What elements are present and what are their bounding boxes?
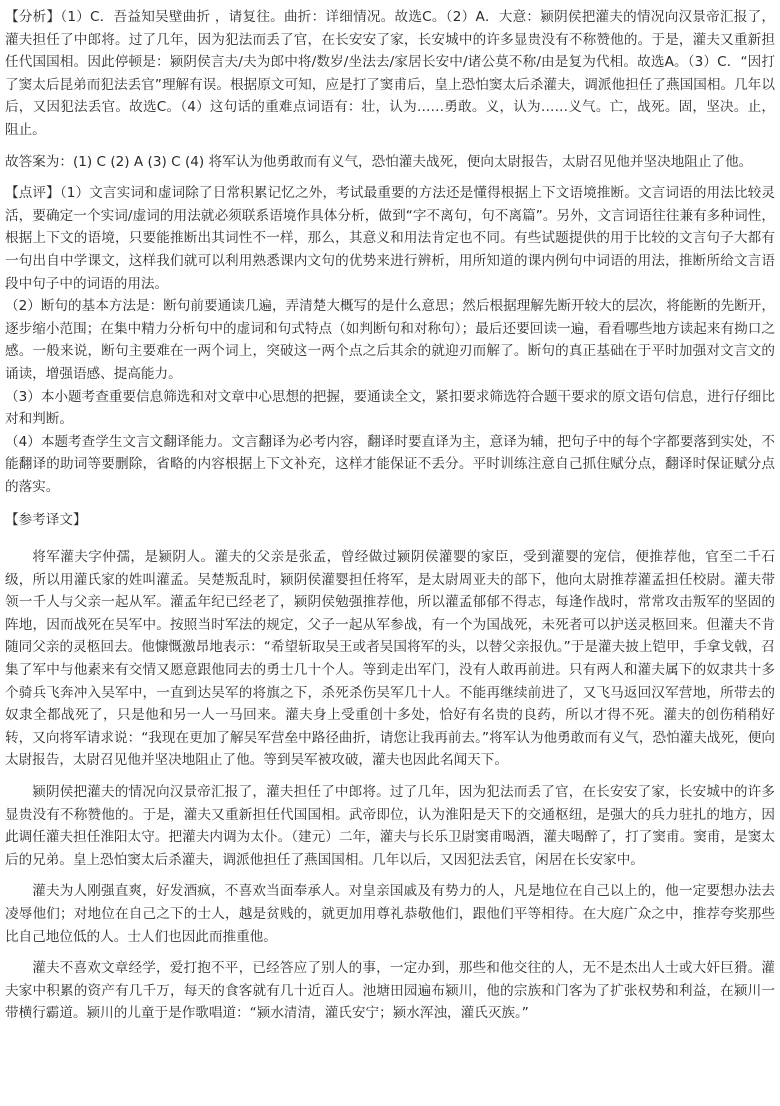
translation-label: 【参考译文】 xyxy=(5,512,87,529)
comment-label: 【点评】 xyxy=(5,185,60,202)
translation-paragraph-2: 颍阴侯把灌夫的情况向汉景帝汇报了，灌夫担任了中郎将。过了几年，因为犯法而丢了官，在长安安了家，长安城中的许多显贵没有不称赞他的。于是，灌夫又重新担任代国国相。武帝即位，认为淮阳是天下的交通枢纽，是强大的兵力驻扎的地方，因此调任灌夫担任淮阳太守。把灌夫内调为太仆。（建元）二年，灌夫与长乐卫尉窦甫喝酒，灌夫喝醉了，打了窦甫。窦甫，是窦太后的兄弟。皇上恐怕窦太后杀灌夫，调派他担任了燕国国相。几年以后，又因犯法丢官，闲居在长安家中。 xyxy=(5,784,775,868)
comment-text-1: （1）文言实词和虚词除了日常积累记忆之外，考试最重要的方法还是懂得根据上下文语境推断。文言词语的用法比较灵活，要确定一个实词/虚词的用法就必须联系语境作具体分析，做到“字不离句，句不离篇”。另外，文言词语往往兼有多种词性，根据上下文的语境，只要能推断出其词性不一样，那么，其意义和用法肯定也不同。有些试题提供的用于比较的文言句子大都有一句出自中学课文，这样我们就可以利用熟悉课内文句的优势来进行辨析，用所知道的课内例句中词语的用法，推断所给文言语段中句子中的词语的用法。 xyxy=(5,185,775,292)
translation-paragraph-3: 灌夫为人刚强直爽，好发酒疯，不喜欢当面奉承人。对皇亲国戚及有势力的人，凡是地位在自己以上的，他一定要想办法去凌辱他们；对地位在自己之下的士人，越是贫贱的，就更加用尊礼恭敬他们，跟他们平等相待。在大庭广众之中，推荐夸奖那些比自己地位低的人。士人们也因此而推重他。 xyxy=(5,883,775,945)
comment-paragraph-1 xyxy=(5,182,775,295)
translation-paragraph-1: 将军灌夫字仲孺，是颍阴人。灌夫的父亲是张孟，曾经做过颍阴侯灌婴的家臣，受到灌婴的宠信，便推荐他，官至二千石级，所以用灌氏家的姓叫灌孟。吴楚叛乱时，颍阴侯灌婴担任将军，是太尉周亚夫的部下，他向太尉推荐灌孟担任校尉。灌夫带领一千人与父亲一起从军。灌孟年纪已经老了，颍阴侯勉强推荐他，所以灌孟郁郁不得志，每逢作战时，常常攻击叛军的坚固的阵地，因而战死在吴军中。按照当时军法的规定，父子一起从军参战，有一个为国战死，未死者可以护送灵柩回来。但灌夫不肯随同父亲的灵柩回去。他慷慨激昂地表示：“希望斩取吴王或者吴国将军的头，以替父亲报仇。”于是灌夫披上铠甲，手拿戈戟，召集了军中与他素来有交情又愿意跟他同去的勇士几十个人。等到走出军门，没有人敢再前进。只有两人和灌夫属下的奴隶共十多个骑兵飞奔冲入吴军中，一直到达吴军的将旗之下，杀死杀伤吴军几十人。不能再继续前进了，又飞马返回汉军营地，所带去的奴隶全都战死了，只是他和另一人一马回来。灌夫身上受重创十多处，恰好有名贵的良药，所以才得不死。灌夫的创伤稍稍好转，又向将军请求说：“我现在更加了解吴军营垒中路径曲折，请您让我再前去。”将军认为他勇敢而有义气，恐怕灌夫战死，便向太尉报告，太尉召见他并坚决地阻止了他。等到吴军被攻破，灌夫也因此名闻天下。 xyxy=(5,549,775,769)
comment-paragraph-2: （2）断句的基本方法是：断句前要通读几遍，弄清楚大概写的是什么意思；然后根据理解先断开较大的层次，将能断的先断开，逐步缩小范围；在集中精力分析句中的虚词和句式特点（如判断句和对称句）；最后还要回读一遍，看看哪些地方读起来有拗口之感。一般来说，断句主要难在一两个词上，突破这一两个点之后其余的就迎刃而解了。断句的真正基础在于平时加强对文言文的诵读，增强语感、提高能力。 xyxy=(5,298,775,382)
comment-paragraph-3: （3）本小题考查重要信息筛选和对文章中心思想的把握，要通读全文，紧扣要求筛选符合题干要求的原文语句信息，进行仔细比对和判断。 xyxy=(5,388,775,428)
analysis-section xyxy=(5,0,775,142)
comment-section xyxy=(5,182,775,498)
translation-section xyxy=(5,546,775,1025)
answer-summary: 故答案为：(1) C (2) A (3) C (4) 将军认为他勇敢而有义气，恐怕灌夫战死，便向太尉报告，太尉召见他并坚决地阻止了他。 xyxy=(5,153,753,170)
analysis-paragraph xyxy=(5,6,775,142)
translation-paragraph-4: 灌夫不喜欢文章经学，爱打抱不平，已经答应了别人的事，一定办到，那些和他交往的人，无不是杰出人士或大奸巨猾。灌夫家中积累的资产有几千万，每天的食客就有几十近百人。池塘田园遍布颍川，他的宗族和门客为了扩张权势和利益，在颍川一带横行霸道。颍川的儿童于是作歌唱道：“颍水清清，灌氏安宁；颍水浑浊，灌氏灭族。” xyxy=(5,960,775,1022)
comment-paragraph-4: （4）本题考查学生文言文翻译能力。文言翻译为必考内容，翻译时要直译为主，意译为辅，把句子中的每个字都要落到实处，不能翻译的助词等要删除，省略的内容根据上下文补充，这样才能保证不丢分。平时训练注意自己抓住赋分点，翻译时保证赋分点的落实。 xyxy=(5,433,775,495)
analysis-label: 【分析】 xyxy=(5,9,61,25)
analysis-text: （1）C．吾益知吴壁曲折 ，请复往。曲折：详细情况。故选C。（2）A．大意：颍阴侯把灌夫的情况向汉景帝汇报了，灌夫担任了中郎将。过了几年，因为犯法而丢了官，在长安安了家，长安城中的许多显贵没有不称赞他的。于是，灌夫又重新担任代国国相。因此停顿是：颍阴侯言夫/夫为郎中将/数岁/坐法去/家居长安中/诸公莫不称/由是复为代相。故选A。（3）C．“因打了窦太后昆弟而犯法丢官”理解有误。根据原文可知，应是打了窦甫后，皇上恐怕窦太后杀灌夫，调派他担任了燕国国相。几年以后，又因犯法丢官。故选C。（4）这句话的重难点词语有：壮，认为……勇敢。义，认为……义气。亡，战死。固，坚决。止，阻止。 xyxy=(5,9,775,138)
